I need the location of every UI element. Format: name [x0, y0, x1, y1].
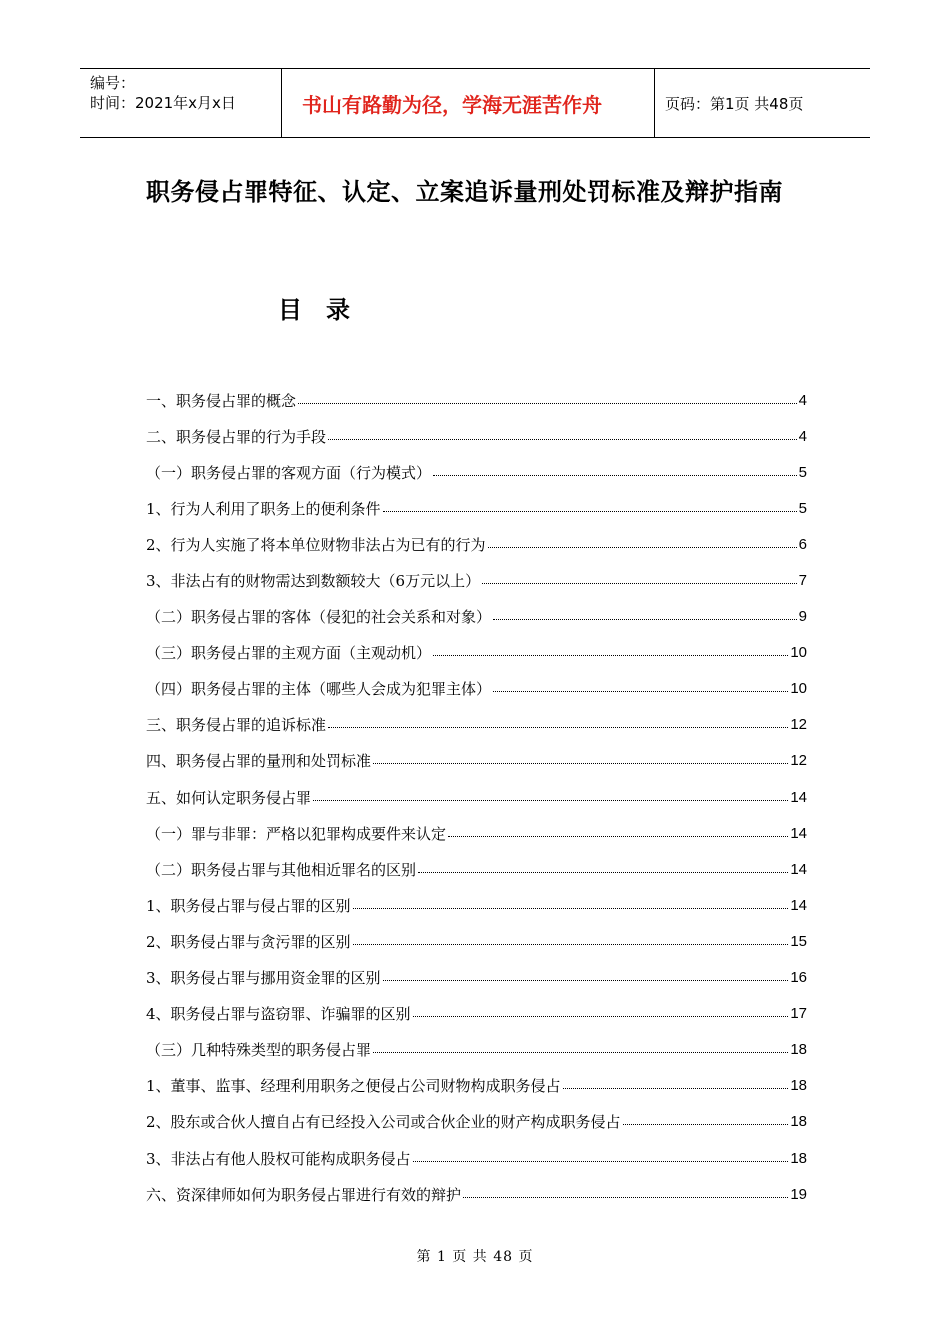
toc-entry-text: 四、职务侵占罪的量刑和处罚标准	[146, 752, 372, 771]
toc-entry[interactable]	[146, 418, 807, 454]
toc-entry-page: 18	[790, 1113, 807, 1131]
toc-entry-page: 17	[790, 1005, 807, 1023]
toc-entry-page: 10	[790, 680, 807, 698]
toc-entry-page: 19	[790, 1185, 807, 1203]
toc-dot-leader	[313, 800, 788, 801]
toc-dot-leader	[493, 619, 797, 620]
toc-entry-page: 12	[790, 752, 807, 770]
toc-entry-page: 18	[790, 1041, 807, 1059]
toc-entry-text: 六、资深律师如何为职务侵占罪进行有效的辩护	[146, 1185, 462, 1204]
toc-entry-page: 7	[798, 572, 807, 590]
toc-dot-leader	[383, 511, 797, 512]
toc-entry-page: 4	[798, 427, 807, 445]
toc-dot-leader	[433, 475, 797, 476]
toc-dot-leader	[328, 727, 788, 728]
toc-entry[interactable]	[146, 382, 807, 418]
toc-entry-text: （一）职务侵占罪的客观方面（行为模式）	[146, 463, 432, 482]
toc-entry-text: 4、职务侵占罪与盗窃罪、诈骗罪的区别	[146, 1005, 411, 1024]
toc-entry-text: 二、职务侵占罪的行为手段	[146, 427, 327, 446]
toc-entry-text: 五、如何认定职务侵占罪	[146, 788, 312, 807]
header-meta	[80, 69, 282, 137]
toc-entry-page: 14	[790, 788, 807, 806]
toc-entry[interactable]	[146, 815, 807, 851]
toc-entry[interactable]	[146, 1068, 807, 1104]
toc-entry-text: 3、职务侵占罪与挪用资金罪的区别	[146, 969, 381, 988]
toc-entry[interactable]	[146, 671, 807, 707]
toc-dot-leader	[463, 1197, 788, 1198]
toc-entry-page: 12	[790, 716, 807, 734]
page-footer: 第 1 页 共 48 页	[416, 1249, 534, 1265]
toc-entry-text: 1、行为人利用了职务上的便利条件	[146, 499, 381, 518]
toc-entry[interactable]	[146, 743, 807, 779]
toc-entry[interactable]	[146, 996, 807, 1032]
toc-entry-text: （二）职务侵占罪的客体（侵犯的社会关系和对象）	[146, 608, 492, 627]
toc-entry-page: 15	[790, 932, 807, 950]
toc-dot-leader	[353, 944, 789, 945]
toc-entry[interactable]	[146, 635, 807, 671]
toc-dot-leader	[298, 403, 797, 404]
toc-entry-page: 14	[790, 860, 807, 878]
toc-entry-text: 1、职务侵占罪与侵占罪的区别	[146, 896, 351, 915]
document-header	[80, 68, 870, 138]
toc-entry-text: 2、行为人实施了将本单位财物非法占为已有的行为	[146, 535, 486, 554]
toc-entry[interactable]	[146, 454, 807, 490]
toc-dot-leader	[373, 763, 788, 764]
toc-entry-text: 2、股东或合伙人擅自占有已经投入公司或合伙企业的财产构成职务侵占	[146, 1113, 621, 1132]
toc-entry[interactable]	[146, 526, 807, 562]
toc-entry-text: 一、职务侵占罪的概念	[146, 391, 297, 410]
toc-entry[interactable]	[146, 599, 807, 635]
toc-entry-text: 三、职务侵占罪的追诉标准	[146, 716, 327, 735]
toc-dot-leader	[353, 908, 789, 909]
toc-entry[interactable]	[146, 779, 807, 815]
toc-dot-leader	[413, 1016, 789, 1017]
toc-entry[interactable]	[146, 960, 807, 996]
toc-entry-page: 6	[798, 535, 807, 553]
toc-entry[interactable]	[146, 851, 807, 887]
toc-dot-leader	[493, 691, 788, 692]
toc-heading: 目录	[278, 296, 374, 324]
time-label: 时间：2021年x月x日	[90, 94, 236, 112]
toc-dot-leader	[488, 547, 797, 548]
toc-dot-leader	[413, 1161, 789, 1162]
toc-dot-leader	[448, 836, 788, 837]
toc-entry-text: （三）职务侵占罪的主观方面（主观动机）	[146, 644, 432, 663]
toc-entry[interactable]	[146, 1176, 807, 1212]
toc-entry[interactable]	[146, 923, 807, 959]
toc-entry-text: 2、职务侵占罪与贪污罪的区别	[146, 932, 351, 951]
toc-dot-leader	[383, 980, 789, 981]
toc-entry[interactable]	[146, 887, 807, 923]
toc-entry-page: 5	[798, 499, 807, 517]
toc-entry-text: 1、董事、监事、经理利用职务之便侵占公司财物构成职务侵占	[146, 1077, 561, 1096]
toc-entry[interactable]	[146, 1032, 807, 1068]
header-page-info: 页码：第1页 共48页	[665, 94, 804, 113]
toc-dot-leader	[433, 655, 788, 656]
toc-entry-text: 3、非法占有的财物需达到数额较大（6万元以上）	[146, 572, 481, 591]
toc-entry-text: （四）职务侵占罪的主体（哪些人会成为犯罪主体）	[146, 680, 492, 699]
toc-dot-leader	[623, 1124, 789, 1125]
toc-dot-leader	[373, 1052, 788, 1053]
toc-entry[interactable]	[146, 1140, 807, 1176]
toc-entry-page: 10	[790, 644, 807, 662]
toc-entry[interactable]	[146, 490, 807, 526]
document-title: 职务侵占罪特征、认定、立案追诉量刑处罚标准及辩护指南	[146, 178, 783, 206]
toc-entry-text: 3、非法占有他人股权可能构成职务侵占	[146, 1149, 411, 1168]
toc-entry-page: 9	[798, 608, 807, 626]
toc-entry-page: 4	[798, 391, 807, 409]
toc-dot-leader	[482, 583, 797, 584]
toc-entry-text: （二）职务侵占罪与其他相近罪名的区别	[146, 860, 417, 879]
toc-entry-text: （一）罪与非罪：严格以犯罪构成要件来认定	[146, 824, 447, 843]
toc-entry-page: 18	[790, 1149, 807, 1167]
toc-entry-page: 14	[790, 824, 807, 842]
toc-dot-leader	[563, 1088, 789, 1089]
toc-entry[interactable]	[146, 1104, 807, 1140]
toc-entry-page: 16	[790, 969, 807, 987]
toc-entry[interactable]	[146, 562, 807, 598]
toc-entry-page: 18	[790, 1077, 807, 1095]
toc-entry-text: （三）几种特殊类型的职务侵占罪	[146, 1041, 372, 1060]
toc-entry[interactable]	[146, 707, 807, 743]
number-label: 编号：	[90, 74, 136, 92]
toc-entry-page: 5	[798, 463, 807, 481]
toc-dot-leader	[418, 872, 788, 873]
toc-dot-leader	[328, 439, 797, 440]
table-of-contents	[146, 382, 807, 1212]
header-motto: 书山有路勤为径，学海无涯苦作舟	[282, 69, 655, 137]
toc-entry-page: 14	[790, 896, 807, 914]
